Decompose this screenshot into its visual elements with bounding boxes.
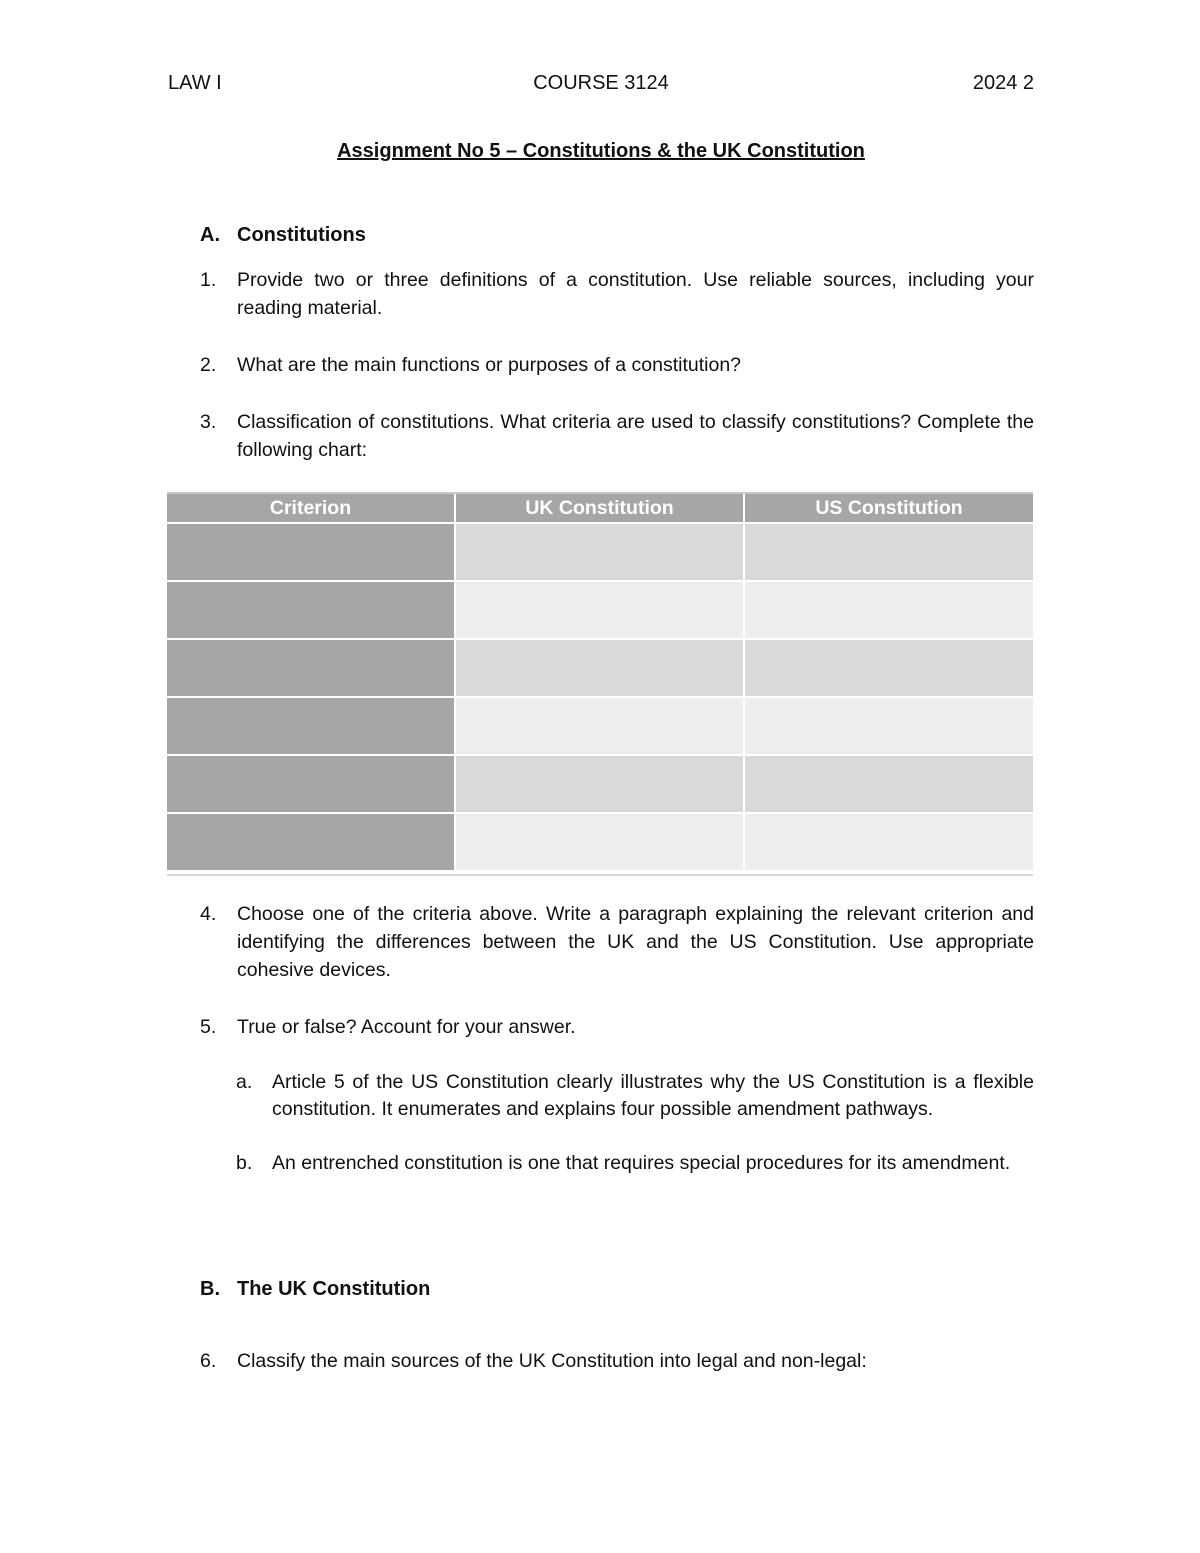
question-text: Classification of constitutions. What criteria are used to classify constitutions? Complete the following chart: — [237, 411, 1034, 461]
assignment-title: Assignment No 5 – Constitutions & the UK Constitution — [337, 140, 865, 162]
question-number: 2. — [200, 354, 217, 376]
page-header — [168, 72, 1034, 98]
uk-constitution-cell[interactable] — [455, 755, 744, 813]
section-a-letter: A. — [200, 224, 220, 246]
table-row — [167, 581, 1033, 639]
table-row — [167, 523, 1033, 581]
us-constitution-cell[interactable] — [744, 813, 1033, 871]
question-number: 6. — [200, 1350, 217, 1372]
us-constitution-cell[interactable] — [744, 755, 1033, 813]
question-text: What are the main functions or purposes of a constitution? — [237, 354, 742, 376]
subquestion-letter: a. — [236, 1071, 253, 1093]
subquestion-letter: b. — [236, 1152, 253, 1174]
question-1 — [200, 266, 1034, 322]
us-constitution-cell[interactable] — [744, 523, 1033, 581]
criterion-cell[interactable] — [167, 813, 455, 871]
table-row — [167, 639, 1033, 697]
question-text: Choose one of the criteria above. Write a paragraph explaining the relevant criterion and identifying the differences between the UK and the US Constitution. Use appropriate cohesive devices. — [237, 903, 1034, 981]
section-a-title: Constitutions — [237, 224, 366, 246]
classification-table-container — [167, 492, 1033, 876]
question-3 — [200, 408, 1034, 464]
question-number: 4. — [200, 903, 217, 925]
question-5 — [200, 1013, 1034, 1041]
question-text: Classify the main sources of the UK Constitution into legal and non-legal: — [237, 1350, 867, 1372]
criterion-cell[interactable] — [167, 581, 455, 639]
column-header-us-constitution: US Constitution — [744, 494, 1033, 523]
table-row — [167, 755, 1033, 813]
us-constitution-cell[interactable] — [744, 639, 1033, 697]
table-header-row — [167, 494, 1033, 523]
criterion-cell[interactable] — [167, 523, 455, 581]
subquestion-text: Article 5 of the US Constitution clearly illustrates why the US Constitution is a flexible constitution. It enumerates and explains four possible amendment pathways. — [272, 1071, 1034, 1120]
section-b-title: The UK Constitution — [237, 1278, 431, 1300]
question-number: 5. — [200, 1016, 217, 1038]
criterion-cell[interactable] — [167, 755, 455, 813]
us-constitution-cell[interactable] — [744, 581, 1033, 639]
question-text: True or false? Account for your answer. — [237, 1016, 576, 1038]
column-header-criterion: Criterion — [167, 494, 455, 523]
header-course-name: LAW I — [168, 72, 222, 94]
question-2 — [200, 351, 1034, 379]
header-course-code: COURSE 3124 — [533, 72, 669, 94]
table-row — [167, 697, 1033, 755]
uk-constitution-cell[interactable] — [455, 813, 744, 871]
question-number: 3. — [200, 411, 217, 433]
table-row — [167, 813, 1033, 871]
uk-constitution-cell[interactable] — [455, 523, 744, 581]
criterion-cell[interactable] — [167, 697, 455, 755]
uk-constitution-cell[interactable] — [455, 697, 744, 755]
criterion-cell[interactable] — [167, 639, 455, 697]
us-constitution-cell[interactable] — [744, 697, 1033, 755]
section-b-heading — [200, 1278, 430, 1301]
question-6 — [200, 1347, 1034, 1375]
section-a-heading — [200, 224, 366, 247]
section-b-letter: B. — [200, 1278, 220, 1300]
question-number: 1. — [200, 269, 217, 291]
column-header-uk-constitution: UK Constitution — [455, 494, 744, 523]
classification-table — [167, 494, 1033, 872]
subquestion-text: An entrenched constitution is one that requires special procedures for its amendment. — [272, 1152, 1011, 1174]
uk-constitution-cell[interactable] — [455, 581, 744, 639]
header-term: 2024 2 — [972, 72, 1034, 94]
question-5b — [236, 1150, 1034, 1177]
question-text: Provide two or three definitions of a constitution. Use reliable sources, including your reading material. — [237, 269, 1034, 319]
question-5a — [236, 1069, 1034, 1123]
uk-constitution-cell[interactable] — [455, 639, 744, 697]
question-4 — [200, 900, 1034, 984]
